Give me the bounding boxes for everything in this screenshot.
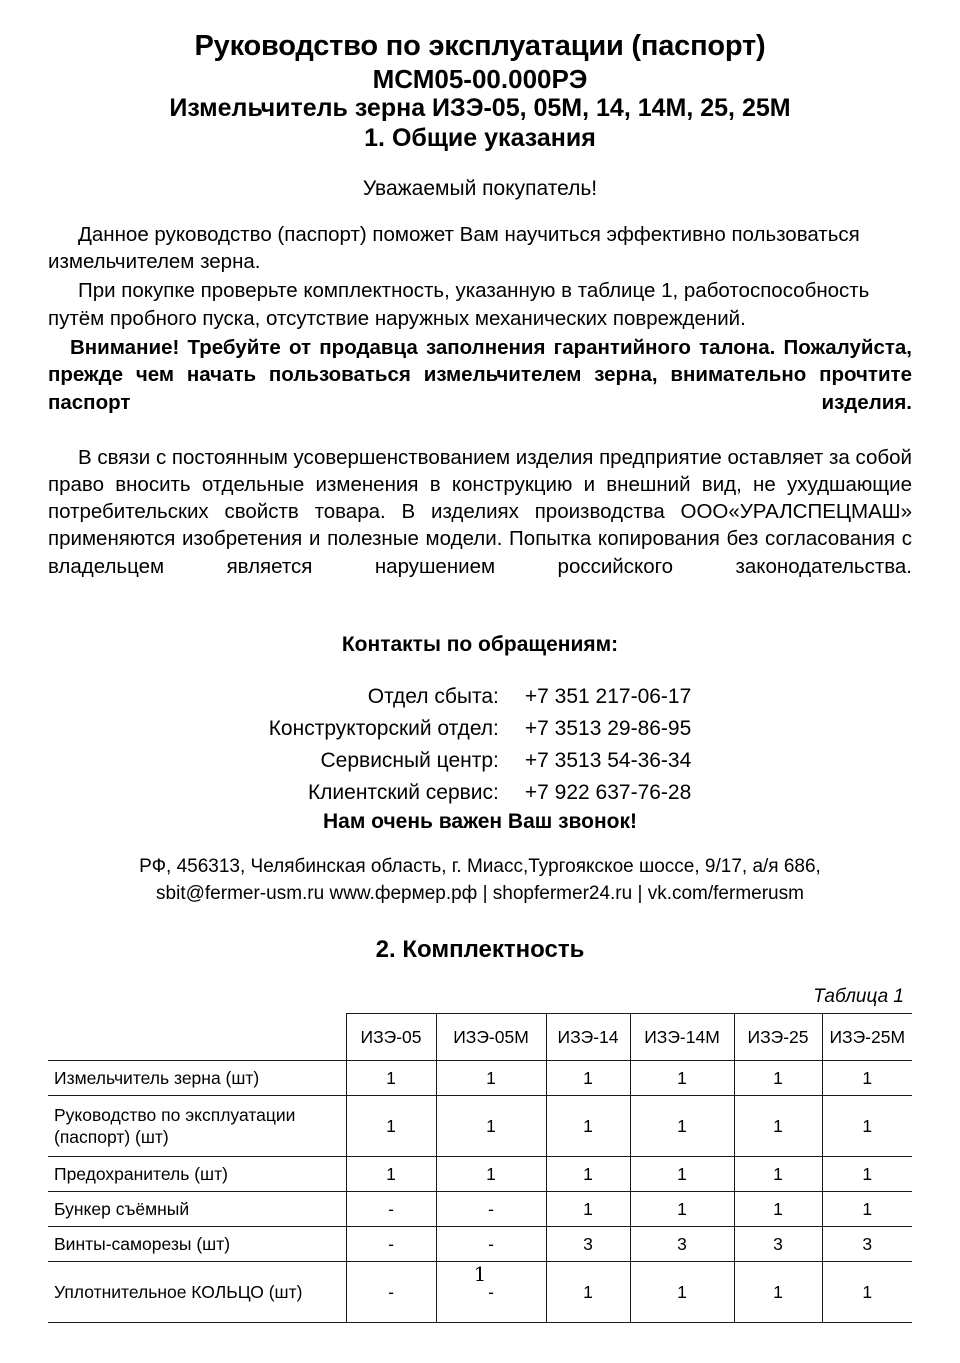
item-qty: 1 [546,1262,630,1323]
contacts-row [269,745,692,777]
table-row [48,1192,912,1227]
contact-label-sales: Отдел сбыта: [367,685,499,709]
item-qty: 1 [734,1192,822,1227]
item-qty: 1 [822,1061,912,1096]
item-qty: 3 [630,1227,734,1262]
contacts-table [269,681,692,808]
item-qty: 1 [630,1061,734,1096]
page-title: Руководство по эксплуатации (паспорт) [194,30,766,62]
section-2-heading: 2. Комплектность [375,936,585,964]
item-qty: 1 [822,1262,912,1323]
contact-label-client: Клиентский сервис: [307,780,499,804]
column-header-izeh-14: ИЗЭ-14 [546,1014,630,1061]
item-qty: 1 [346,1096,436,1157]
item-qty: 1 [734,1262,822,1323]
contact-label-service: Сервисный центр: [320,748,499,772]
contacts-heading: Контакты по обращениям: [341,633,619,657]
product-models: Измельчитель зерна ИЗЭ-05, 05М, 14, 14М, 25, 25М [169,93,791,122]
table-corner-cell [48,1014,346,1061]
contacts-footer-note: Нам очень важен Ваш звонок! [322,810,638,834]
contacts-row [269,777,692,809]
item-qty: 1 [734,1061,822,1096]
contact-phone-sales[interactable]: +7 351 217-06-17 [524,685,692,709]
item-name: Винты-саморезы (шт) [48,1227,346,1262]
intro-paragraph-3: В связи с постоянным усовершенствованием изделия предприятие оставляет за собой право вносить отдельные изменения в конструкцию и внешний вид, не ухудшающие потребительских свойств товара. В изделиях производства ООО«УРАЛСПЕЦМАШ» применяются изобретения и полезные модели. Попытка копирования без согласования с владельцем является нарушением российского законодательства. [48,445,912,578]
section-1-heading: 1. Общие указания [364,123,596,152]
column-header-izeh-25: ИЗЭ-25 [734,1014,822,1061]
address-block [48,854,912,908]
item-qty: 1 [630,1157,734,1192]
item-qty: 1 [546,1096,630,1157]
postal-address: РФ, 456313, Челябинская область, г. Миасс,Тургоякское шоссе, 9/17, а/я 686, [139,856,821,878]
item-qty: 1 [546,1061,630,1096]
contact-phone-service[interactable]: +7 3513 54-36-34 [524,748,692,772]
item-qty: 1 [734,1157,822,1192]
table-row [48,1157,912,1192]
item-qty: 1 [822,1096,912,1157]
document-code: МСМ05-00.000РЭ [372,63,588,94]
item-qty: 1 [630,1096,734,1157]
contact-phone-design[interactable]: +7 3513 29-86-95 [524,716,692,740]
item-qty: - [346,1192,436,1227]
column-header-izeh-05: ИЗЭ-05 [346,1014,436,1061]
item-qty: - [346,1227,436,1262]
item-qty: 1 [436,1157,546,1192]
contact-label-design: Конструкторский отдел: [268,716,499,740]
intro-body [48,221,912,607]
item-qty: 1 [546,1192,630,1227]
table-row [48,1096,912,1157]
item-name: Уплотнительное КОЛЬЦО (шт) [48,1262,346,1323]
item-name: Измельчитель зерна (шт) [48,1061,346,1096]
item-qty: - [346,1262,436,1323]
item-qty: 1 [346,1157,436,1192]
item-qty: 1 [822,1192,912,1227]
item-qty: 1 [436,1061,546,1096]
item-qty: - [436,1227,546,1262]
item-name: Руководство по эксплуатации (паспорт) (шт) [48,1096,346,1157]
table-row [48,1061,912,1096]
web-contacts[interactable]: sbit@fermer-usm.ru www.фермер.рф | shopfermer24.ru | vk.com/fermerusm [156,883,804,905]
item-qty: 1 [546,1157,630,1192]
page-number: 1 [473,1262,487,1286]
column-header-izeh-14m: ИЗЭ-14М [630,1014,734,1061]
contacts-row [269,681,692,713]
intro-paragraph-2: При покупке проверьте комплектность, указанную в таблице 1, работоспособность путём пробного пуска, отсутствие наружных механических повреждений. [48,279,870,330]
item-qty: 1 [822,1157,912,1192]
table-caption: Таблица 1 [813,986,904,1008]
item-qty: 3 [546,1227,630,1262]
item-qty: 1 [630,1262,734,1323]
item-qty: 1 [346,1061,436,1096]
item-name: Бункер съёмный [48,1192,346,1227]
document-title-block [48,30,912,153]
item-qty: 1 [436,1096,546,1157]
table-row [48,1227,912,1262]
item-qty: - [436,1262,546,1323]
item-qty: 3 [822,1227,912,1262]
item-qty: 1 [630,1192,734,1227]
item-qty: 1 [734,1096,822,1157]
contacts-row [269,713,692,745]
intro-paragraph-1: Данное руководство (паспорт) поможет Вам научиться эффективно пользоваться измельчителем зерна. [48,222,860,274]
contact-phone-client[interactable]: +7 922 637-76-28 [524,780,692,804]
column-header-izeh-05m: ИЗЭ-05М [436,1014,546,1061]
salutation: Уважаемый покупатель! [362,176,598,200]
item-qty: - [436,1192,546,1227]
item-qty: 3 [734,1227,822,1262]
table-header-row [48,1014,912,1061]
warning-paragraph: Внимание! Требуйте от продавца заполнения гарантийного талона. Пожалуйста, прежде чем начать пользоваться измельчителем зерна, внимательно прочтите паспорт изделия. [48,335,912,414]
item-name: Предохранитель (шт) [48,1157,346,1192]
column-header-izeh-25m: ИЗЭ-25М [822,1014,912,1061]
